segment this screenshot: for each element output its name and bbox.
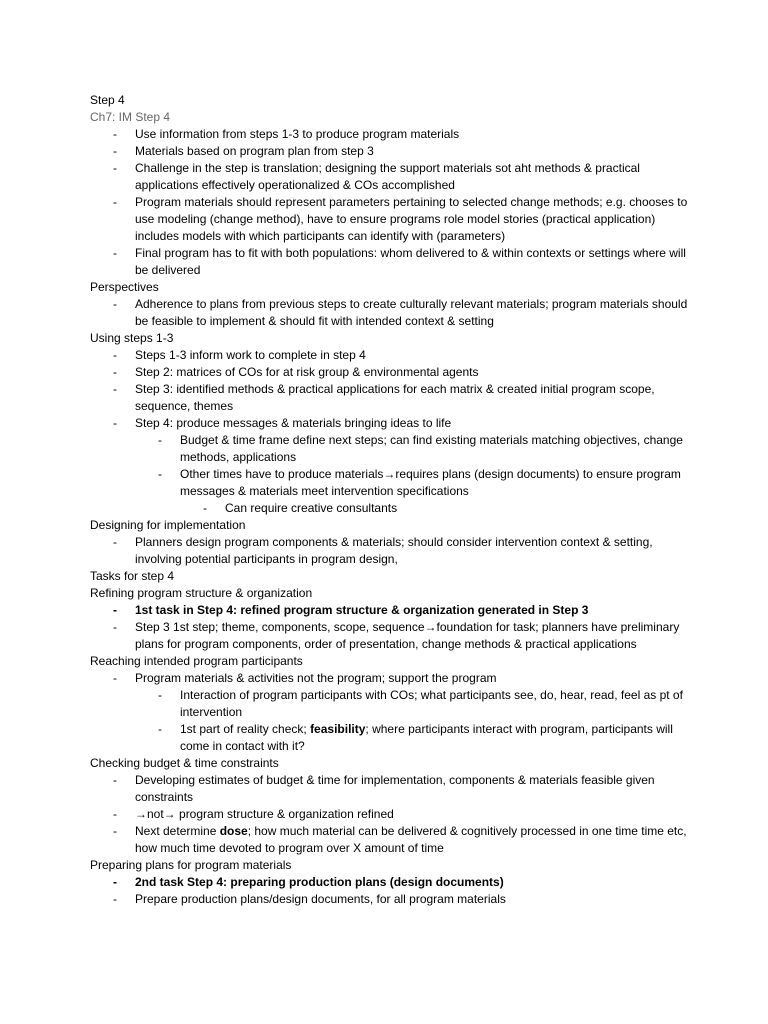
list-item — [90, 534, 690, 568]
list-item — [90, 721, 690, 755]
list-item-text: Step 3 1st step; theme, components, scope, sequence→foundation for task; planners have preliminary plans for program components, order of presentation, change methods & practical applications — [135, 620, 680, 651]
list-item — [90, 619, 690, 653]
list-item — [90, 381, 690, 415]
list-item-text: Materials based on program plan from step 3 — [135, 144, 374, 158]
section-subheading: Ch7: IM Step 4 — [90, 110, 171, 124]
bullet-dash: - — [113, 416, 117, 430]
list-item-text: Other times have to produce materials→requires plans (design documents) to ensure program messages & materials meet intervention specifications — [180, 467, 681, 498]
list-item-text: Budget & time frame define next steps; can find existing materials matching objectives, change methods, applications — [180, 433, 683, 464]
list-item-text — [180, 722, 673, 753]
list-item — [90, 891, 690, 908]
bullet-dash: - — [113, 620, 117, 634]
section-heading: Step 4 — [90, 93, 125, 107]
section-heading: Checking budget & time constraints — [90, 756, 279, 770]
bullet-dash: - — [113, 195, 117, 209]
list-item-text: Step 4: produce messages & materials bringing ideas to life — [135, 416, 452, 430]
list-item — [90, 194, 690, 245]
bullet-dash: - — [158, 433, 162, 447]
list-item — [90, 687, 690, 721]
list-item — [90, 670, 690, 687]
list-item — [90, 347, 690, 364]
bullet-dash: - — [113, 892, 117, 906]
bullet-dash: - — [203, 501, 207, 515]
section-heading: Refining program structure & organization — [90, 586, 313, 600]
list-item-text: Planners design program components & materials; should consider intervention context & setting, involving potential participants in program design, — [135, 535, 653, 566]
list-item-text: Step 2: matrices of COs for at risk group & environmental agents — [135, 365, 479, 379]
list-item-text: Can require creative consultants — [225, 501, 398, 515]
section-heading: Reaching intended program participants — [90, 654, 303, 668]
bullet-dash: - — [113, 773, 117, 787]
list-item — [90, 296, 690, 330]
list-item-text: Prepare production plans/design documents, for all program materials — [135, 892, 506, 906]
list-item-text: Use information from steps 1-3 to produce program materials — [135, 127, 460, 141]
bullet-dash: - — [113, 348, 117, 362]
bullet-dash: - — [113, 246, 117, 260]
section-heading: Using steps 1-3 — [90, 331, 174, 345]
bullet-dash: - — [113, 297, 117, 311]
emphasized-term: dose — [219, 824, 248, 838]
list-item-text: 1st task in Step 4: refined program structure & organization generated in Step 3 — [135, 603, 589, 617]
list-item — [90, 806, 690, 823]
bullet-dash: - — [113, 535, 117, 549]
bullet-dash: - — [158, 688, 162, 702]
list-item-text — [135, 824, 687, 855]
list-item-text: Final program has to fit with both populations: whom delivered to & within contexts or settings where will be delivered — [135, 246, 686, 277]
list-item — [90, 772, 690, 806]
list-item-text: Program materials & activities not the program; support the program — [135, 671, 497, 685]
bullet-dash: - — [113, 875, 117, 889]
list-item-text: →not→ program structure & organization refined — [135, 807, 394, 821]
bullet-dash: - — [158, 467, 162, 481]
bullet-dash: - — [158, 722, 162, 736]
text-segment: ; how much material can be delivered & cognitively processed in one time time etc, how much time devoted to program over X amount of time — [135, 824, 687, 855]
list-item — [90, 602, 690, 619]
list-item — [90, 245, 690, 279]
bullet-dash: - — [113, 127, 117, 141]
list-item-text: Program materials should represent parameters pertaining to selected change methods; e.g. chooses to use modeling (change method), have to ensure programs role model stories (practical application) includes models with which participants can identify with (parameters) — [135, 195, 688, 243]
list-item-text: Adherence to plans from previous steps to create culturally relevant materials; program materials should be feasible to implement & should fit with intended context & setting — [135, 297, 688, 328]
bullet-dash: - — [113, 824, 117, 838]
list-item — [90, 143, 690, 160]
list-item-text: Steps 1-3 inform work to complete in step 4 — [135, 348, 366, 362]
text-segment: Next determine — [135, 824, 220, 838]
bullet-dash: - — [113, 382, 117, 396]
list-item — [90, 500, 690, 517]
list-item — [90, 432, 690, 466]
section-heading: Designing for implementation — [90, 518, 246, 532]
section-heading: Perspectives — [90, 280, 159, 294]
bullet-dash: - — [113, 603, 117, 617]
list-item — [90, 415, 690, 432]
bullet-dash: - — [113, 365, 117, 379]
list-item — [90, 466, 690, 500]
list-item-text: Interaction of program participants with COs; what participants see, do, hear, read, feel as pt of intervention — [180, 688, 683, 719]
emphasized-term: feasibility — [310, 722, 366, 736]
list-item — [90, 126, 690, 143]
bullet-dash: - — [113, 807, 117, 821]
bullet-dash: - — [113, 161, 117, 175]
document-body — [90, 92, 690, 908]
list-item-text: Developing estimates of budget & time for implementation, components & materials feasible given constraints — [135, 773, 655, 804]
text-segment: 1st part of reality check; — [180, 722, 311, 736]
list-item-text: Step 3: identified methods & practical applications for each matrix & created initial program scope, sequence, themes — [135, 382, 655, 413]
bullet-dash: - — [113, 671, 117, 685]
text-segment: ; where participants interact with program, participants will come in contact with it? — [180, 722, 673, 753]
list-item-text: 2nd task Step 4: preparing production plans (design documents) — [135, 875, 504, 889]
bullet-dash: - — [113, 144, 117, 158]
list-item-text: Challenge in the step is translation; designing the support materials sot aht methods & practical applications effectively operationalized & COs accomplished — [135, 161, 640, 192]
list-item — [90, 874, 690, 891]
list-item — [90, 823, 690, 857]
section-heading: Tasks for step 4 — [90, 569, 175, 583]
list-item — [90, 364, 690, 381]
list-item — [90, 160, 690, 194]
section-heading: Preparing plans for program materials — [90, 858, 292, 872]
